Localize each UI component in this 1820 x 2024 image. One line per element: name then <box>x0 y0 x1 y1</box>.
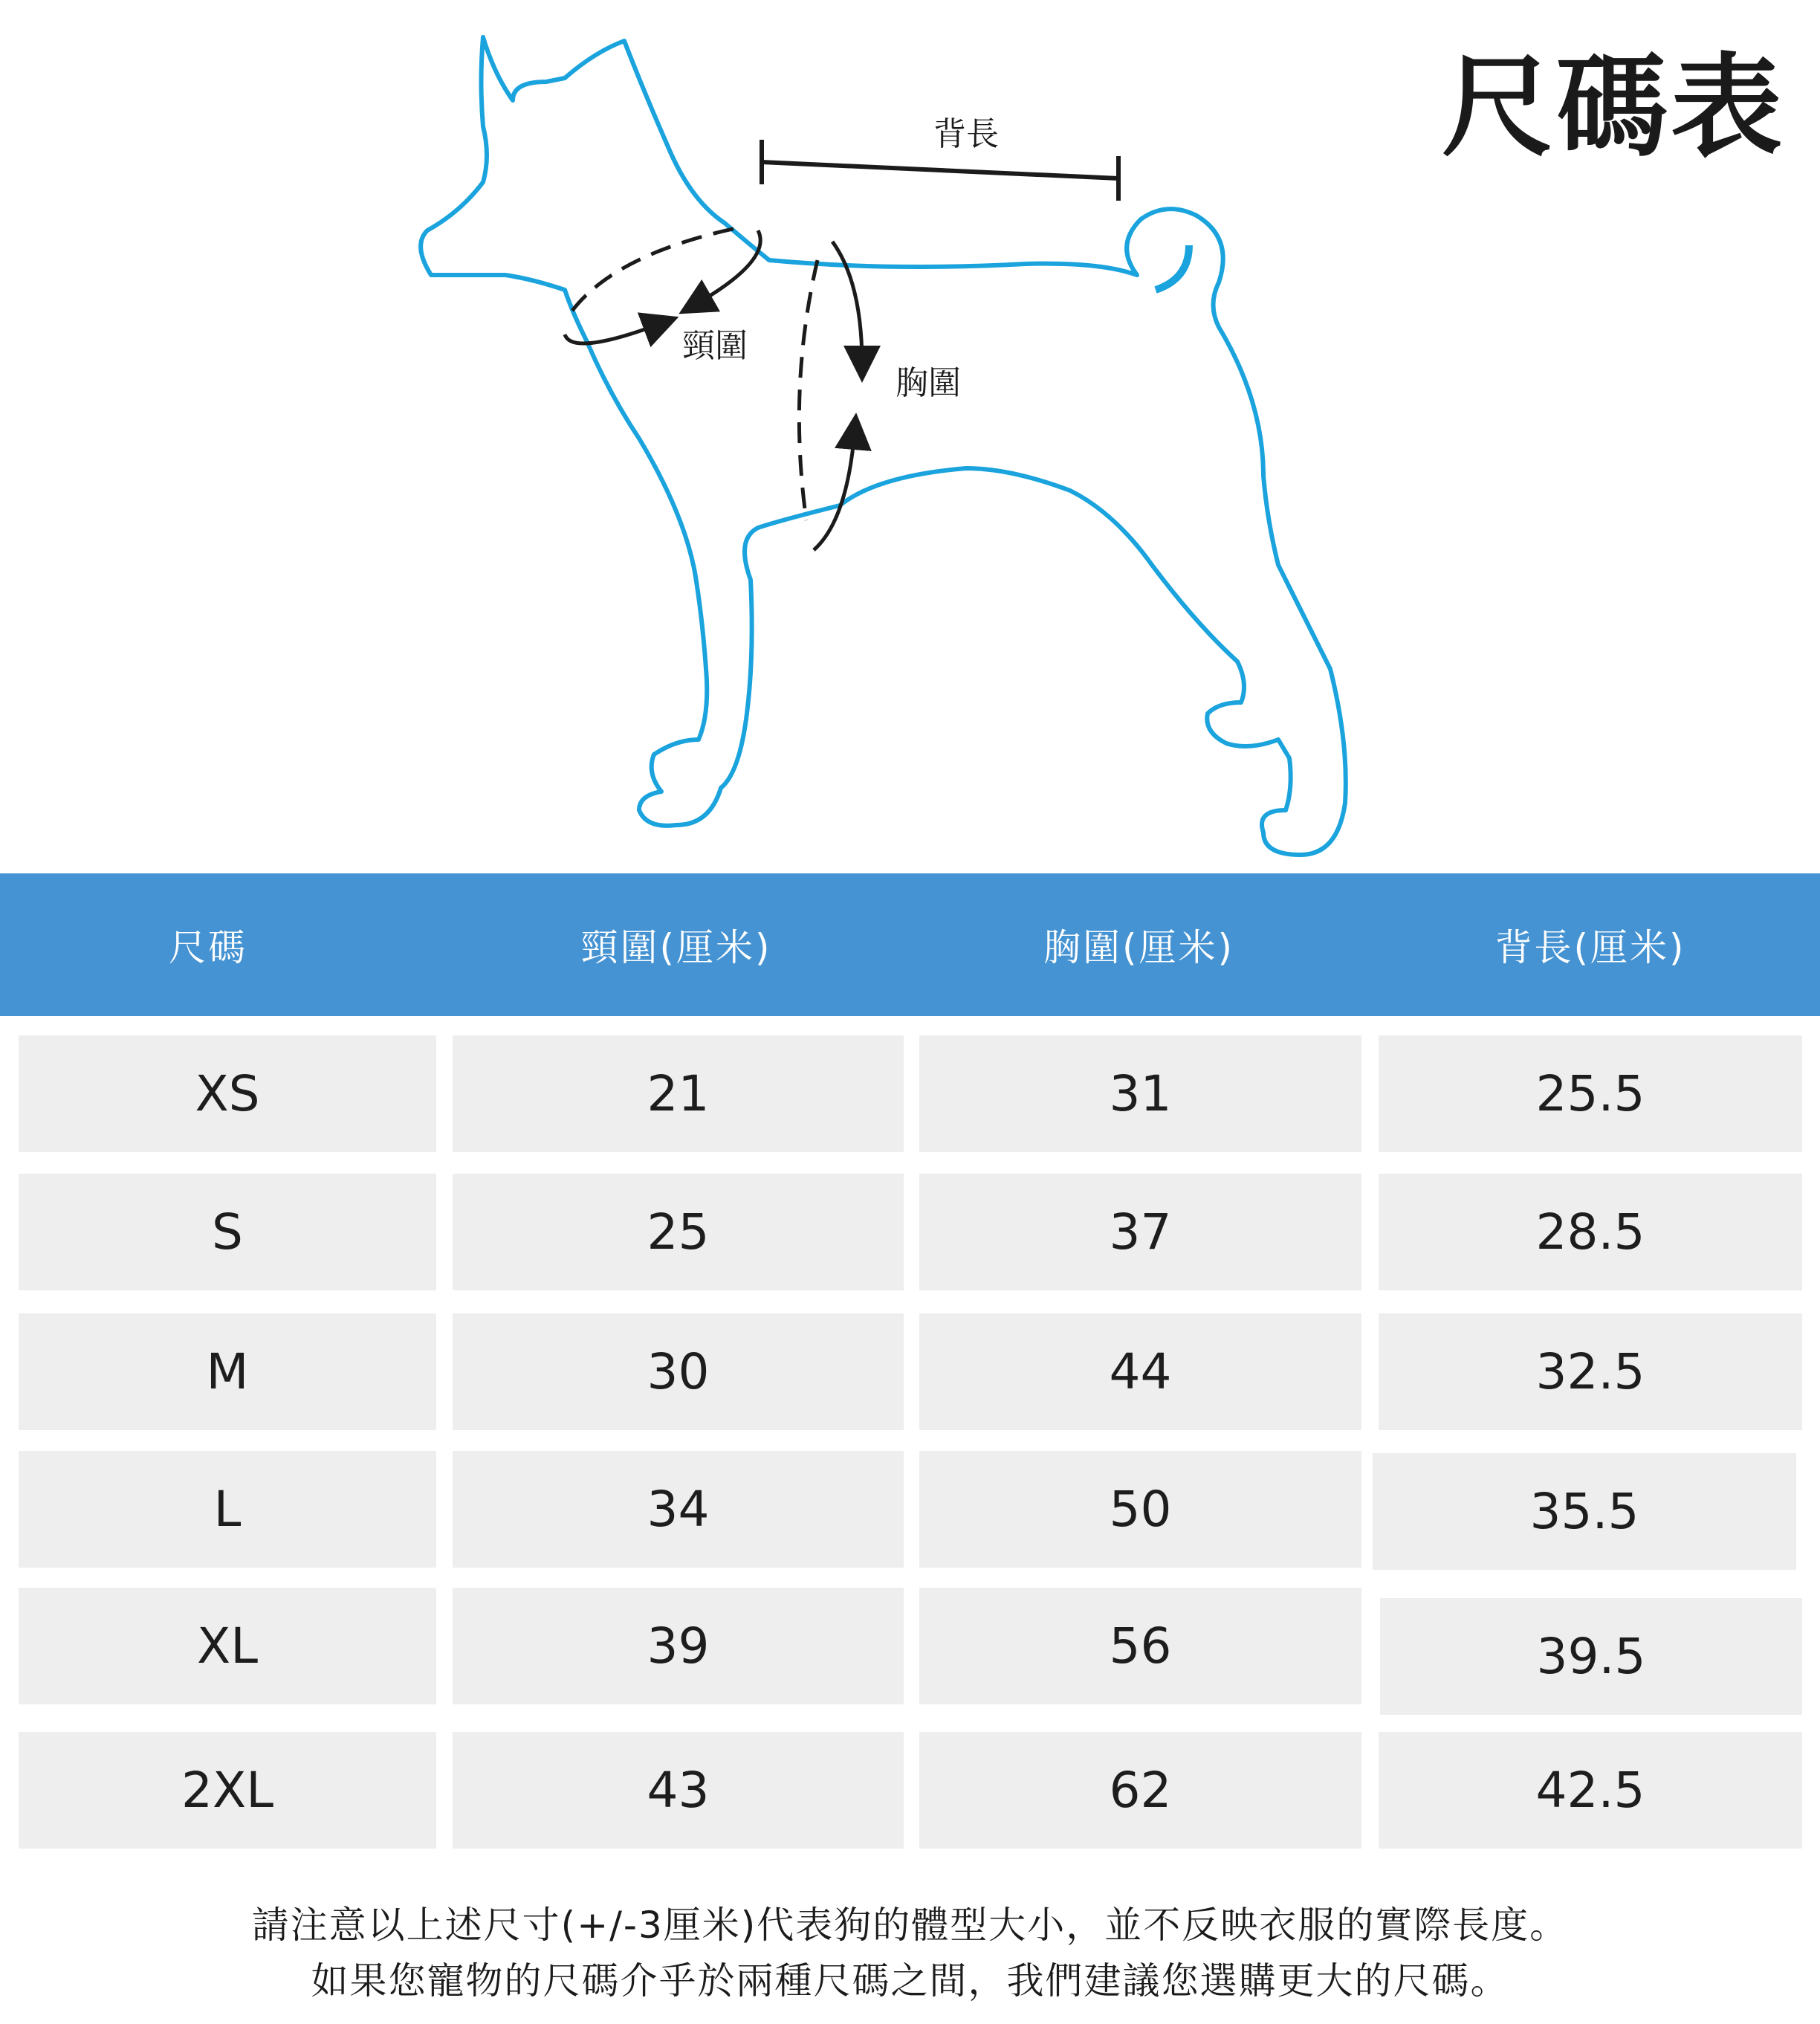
dog-outline <box>421 37 1346 855</box>
cell-size: L <box>19 1451 436 1568</box>
cell-back-length: 42.5 <box>1379 1732 1802 1849</box>
cell-size: 2XL <box>19 1732 436 1849</box>
cell-chest: 56 <box>919 1588 1361 1704</box>
cell-back-length: 28.5 <box>1379 1174 1802 1290</box>
cell-neck: 25 <box>453 1174 904 1290</box>
cell-chest: 37 <box>919 1174 1361 1290</box>
cell-back-length: 32.5 <box>1379 1313 1802 1430</box>
cell-back-length: 39.5 <box>1380 1598 1802 1715</box>
cell-back-length: 35.5 <box>1373 1453 1796 1570</box>
page-title: 尺碼表 <box>1442 43 1786 172</box>
header-back-length: 背長(厘米) <box>1494 926 1686 969</box>
cell-neck: 39 <box>453 1588 904 1704</box>
cell-size: M <box>19 1313 436 1430</box>
back-length-label: 背長 <box>933 115 999 153</box>
size-note-line-1: 請注意以上述尺寸(+/-3厘米)代表狗的體型大小，並不反映衣服的實際長度。 <box>251 1904 1569 1947</box>
size-note-line-2: 如果您寵物的尺碼介乎於兩種尺碼之間，我們建議您選購更大的尺碼。 <box>311 1959 1509 2002</box>
chest-label: 胸圍 <box>896 364 961 402</box>
dog-measurement-diagram <box>0 0 1820 870</box>
cell-neck: 21 <box>453 1035 904 1152</box>
cell-size: S <box>19 1174 436 1290</box>
header-size: 尺碼 <box>169 926 247 969</box>
cell-neck: 43 <box>453 1732 904 1849</box>
table-header <box>0 873 1820 1016</box>
neck-dashed-line <box>572 227 743 311</box>
back-length-bar <box>762 162 1118 178</box>
cell-chest: 31 <box>919 1035 1361 1152</box>
cell-size: XL <box>19 1588 436 1704</box>
neck-label: 頸圍 <box>682 327 748 365</box>
neck-arrow-upper <box>695 230 760 305</box>
header-neck: 頸圍(厘米) <box>580 926 772 969</box>
cell-chest: 50 <box>919 1451 1361 1568</box>
chest-arrow-lower <box>814 431 855 550</box>
cell-neck: 30 <box>453 1313 904 1430</box>
cell-back-length: 25.5 <box>1379 1035 1802 1152</box>
cell-chest: 44 <box>919 1313 1361 1430</box>
cell-neck: 34 <box>453 1451 904 1568</box>
chest-dashed-line <box>799 260 817 520</box>
cell-size: XS <box>19 1035 436 1152</box>
cell-chest: 62 <box>919 1732 1361 1849</box>
chest-arrow-upper <box>832 242 862 364</box>
header-chest: 胸圍(厘米) <box>1043 926 1234 969</box>
